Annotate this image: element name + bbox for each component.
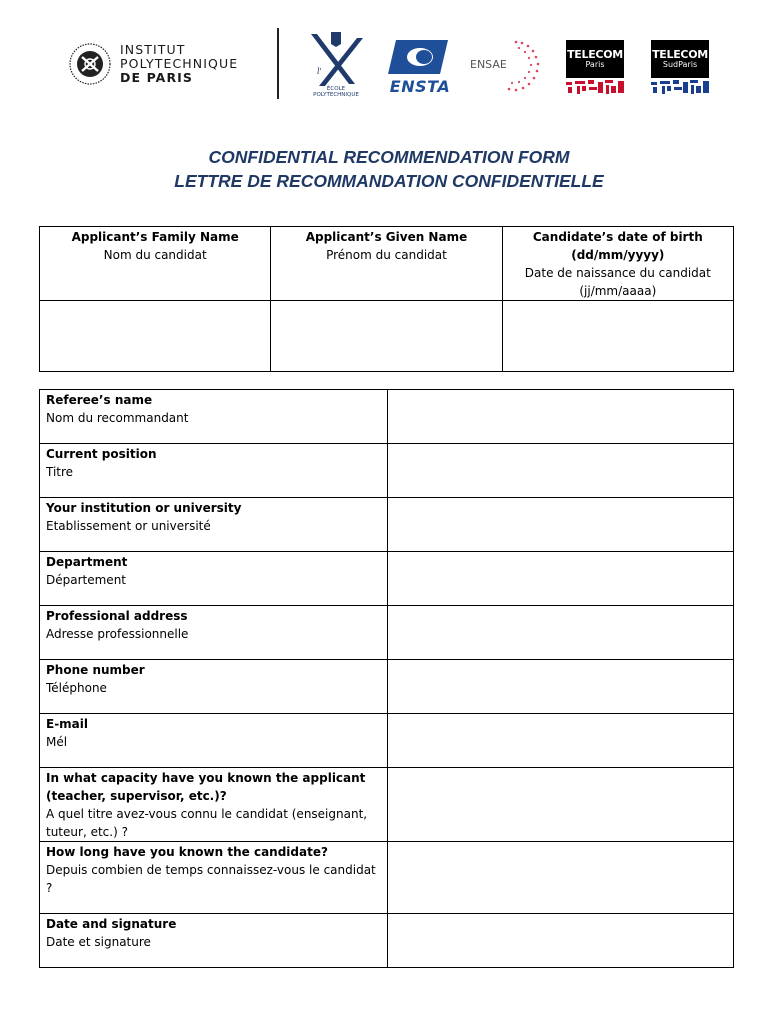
- table-row: [40, 842, 734, 914]
- col-family-name: Applicant’s Family Name Nom du candidat: [40, 227, 271, 301]
- date-signature-label: Date and signature Date et signature: [40, 914, 388, 968]
- referee-table: [39, 389, 734, 968]
- applicant-header-row: [40, 227, 734, 301]
- ensta-wordmark: ENSTA: [389, 77, 451, 96]
- phone-number-field[interactable]: [387, 660, 733, 714]
- capacity-field[interactable]: [387, 768, 733, 842]
- title-fr: LETTRE DE RECOMMANDATION CONFIDENTIELLE: [174, 171, 604, 191]
- table-row: [40, 390, 734, 444]
- capacity-label: In what capacity have you known the applicant (teacher, supervisor, etc.)? A quel titre avez-vous connu le candidat (enseignant, tuteur, etc.) ?: [40, 768, 388, 842]
- institution-field[interactable]: [387, 498, 733, 552]
- professional-address-field[interactable]: [387, 606, 733, 660]
- email-label: E-mail Mél: [40, 714, 388, 768]
- table-row: [40, 606, 734, 660]
- table-row: [40, 914, 734, 968]
- ipp-line2: POLYTECHNIQUE: [120, 56, 239, 71]
- title-en: CONFIDENTIAL RECOMMENDATION FORM: [208, 147, 570, 167]
- ipp-line3: DE PARIS: [120, 70, 194, 85]
- department-label: Department Département: [40, 552, 388, 606]
- professional-address-label: Professional address Adresse professionnelle: [40, 606, 388, 660]
- duration-known-label: How long have you known the candidate? Depuis combien de temps connaissez-vous le candidat ?: [40, 842, 388, 914]
- ensae-wordmark: ENSAE: [470, 58, 507, 71]
- table-row: [40, 444, 734, 498]
- telecom-sudparis-logo: TELECOM SudParis: [651, 40, 709, 94]
- ipp-logo: [68, 40, 258, 90]
- given-name-field[interactable]: [271, 301, 502, 372]
- svg-text:l': l': [317, 67, 322, 76]
- telecom-paris-logo: TELECOM Paris: [566, 40, 624, 94]
- table-row: [40, 552, 734, 606]
- institution-label: Your institution or university Etablissement or université: [40, 498, 388, 552]
- phone-number-label: Phone number Téléphone: [40, 660, 388, 714]
- date-of-birth-field[interactable]: [502, 301, 733, 372]
- duration-known-field[interactable]: [387, 842, 733, 914]
- applicant-table: [39, 226, 734, 372]
- current-position-label: Current position Titre: [40, 444, 388, 498]
- date-signature-field[interactable]: [387, 914, 733, 968]
- table-row: [40, 714, 734, 768]
- department-field[interactable]: [387, 552, 733, 606]
- table-row: [40, 660, 734, 714]
- telecom-paris-pattern-icon: [566, 79, 624, 94]
- current-position-field[interactable]: [387, 444, 733, 498]
- polytechnique-caption: ÉCOLE POLYTECHNIQUE: [313, 86, 359, 98]
- family-name-field[interactable]: [40, 301, 271, 372]
- telecom-sudparis-pattern-icon: [651, 79, 709, 94]
- logo-bar: [0, 0, 768, 120]
- applicant-input-row: [40, 301, 734, 372]
- email-field[interactable]: [387, 714, 733, 768]
- table-row: [40, 768, 734, 842]
- col-given-name: Applicant’s Given Name Prénom du candidat: [271, 227, 502, 301]
- col-date-of-birth: Candidate’s date of birth (dd/mm/yyyy) Date de naissance du candidat (jj/mm/aaaa): [502, 227, 733, 301]
- page-title: [0, 145, 768, 193]
- ipp-seal-icon: [68, 42, 112, 86]
- referee-name-label: Referee’s name Nom du recommandant: [40, 390, 388, 444]
- logo-divider: [277, 28, 279, 99]
- table-row: [40, 498, 734, 552]
- referee-name-field[interactable]: [387, 390, 733, 444]
- ipp-line1: INSTITUT: [120, 42, 186, 57]
